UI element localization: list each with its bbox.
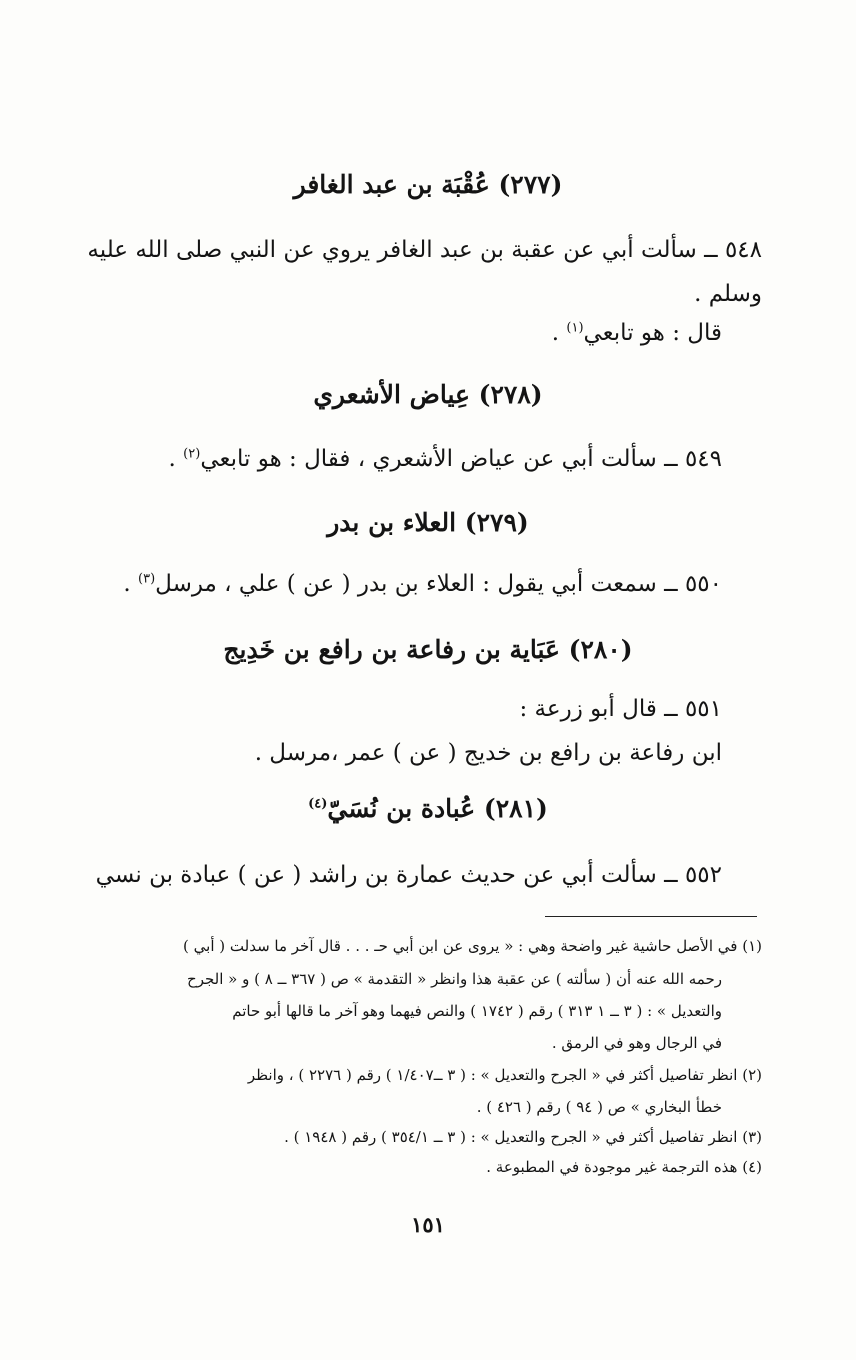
- entry-551-line-1: ٥٥١ ــ قال أبو زرعة :: [519, 696, 722, 722]
- entry-548-line-1: ٥٤٨ ــ سألت أبي عن عقبة بن عبد الغافر يروي عن النبي صلى الله عليه: [87, 237, 762, 263]
- footnote-1-line-1: (١) في الأصل حاشية غير واضحة وهي : « يروى عن ابن أبي حـ . . . قال آخر ما سدلت ( أبي ): [183, 937, 762, 955]
- footnote-ref-4[interactable]: (٤): [308, 796, 328, 812]
- biography-heading-279: (٢٧٩) العلاء بن بدر: [327, 508, 529, 537]
- footnote-ref-3[interactable]: (٣): [138, 571, 156, 587]
- footnote-1-line-4: في الرجال وهو في الرمق .: [551, 1034, 722, 1052]
- entry-548-text: قال : هو تابعي: [583, 320, 722, 346]
- footnote-ref-2[interactable]: (٢): [183, 446, 201, 462]
- heading-281-text: (٢٨١) عُبادة بن نُسَيّ: [327, 794, 548, 823]
- entry-550-end: .: [123, 571, 139, 597]
- entry-548-line-2: وسلم .: [694, 281, 762, 307]
- footnote-1-line-3: والتعديل » : ( ٣ ــ ١ ٣١٣ ) رقم ( ١٧٤٢ ) والنص فيهما وهو آخر ما قالها أبو حاتم: [232, 1002, 722, 1020]
- footnote-ref-1[interactable]: (١): [566, 320, 584, 336]
- entry-549-text: ٥٤٩ ــ سألت أبي عن عياض الأشعري ، فقال : هو تابعي: [200, 446, 722, 472]
- entry-548-line-3: [552, 316, 722, 350]
- footnote-2-line-2: خطأ البخاري » ص ( ٩٤ ) رقم ( ٤٢٦ ) .: [476, 1098, 722, 1116]
- footnote-divider: [545, 916, 757, 917]
- footnote-1-line-2: رحمه الله عنه أن ( سألته ) عن عقبة هذا وانظر « التقدمة » ص ( ٣٦٧ ــ ٨ ) و « الجرح: [187, 970, 722, 988]
- footnote-4: (٤) هذه الترجمة غير موجودة في المطبوعة .: [486, 1158, 762, 1176]
- biography-heading-277: (٢٧٧) عُقْبَة بن عبد الغافر: [293, 170, 563, 199]
- entry-549-end: .: [168, 446, 184, 472]
- entry-549: [169, 442, 722, 476]
- page-number: ١٥١: [411, 1212, 445, 1237]
- biography-heading-278: (٢٧٨) عِياض الأشعري: [313, 380, 543, 409]
- entry-548-end: .: [551, 320, 567, 346]
- entry-552: ٥٥٢ ــ سألت أبي عن حديث عمارة بن راشد ( عن ) عبادة بن نسي: [95, 862, 722, 888]
- biography-heading-280: (٢٨٠) عَبَاية بن رفاعة بن رافع بن خَدِيج: [223, 635, 633, 664]
- entry-550-text: ٥٥٠ ــ سمعت أبي يقول : العلاء بن بدر ( عن ) علي ، مرسل: [155, 571, 722, 597]
- entry-551-line-2: ابن رفاعة بن رافع بن خديج ( عن ) عمر ،مرسل .: [254, 740, 722, 766]
- footnote-3: (٣) انظر تفاصيل أكثر في « الجرح والتعديل » : ( ٣ ــ ٣٥٤/١ ) رقم ( ١٩٤٨ ) .: [284, 1128, 762, 1146]
- biography-heading-281: [0, 792, 856, 826]
- footnote-2-line-1: (٢) انظر تفاصيل أكثر في « الجرح والتعديل » : ( ٣ ــ١/٤٠٧ ) رقم ( ٢٢٧٦ ) ، وانظر: [247, 1066, 762, 1084]
- entry-550: [123, 567, 722, 601]
